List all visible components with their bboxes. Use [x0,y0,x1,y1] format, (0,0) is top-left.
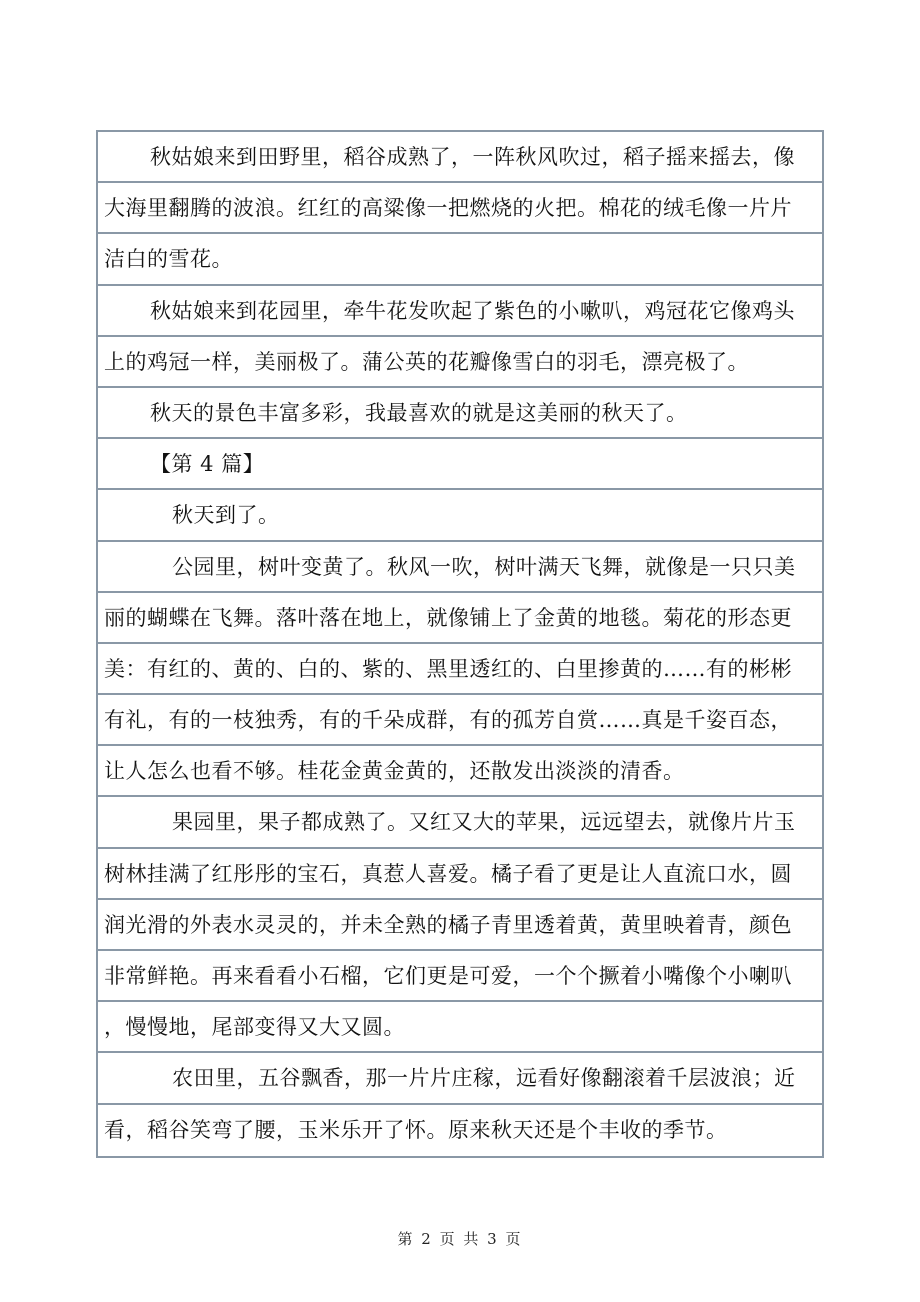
text-line: 有礼，有的一枝独秀，有的千朵成群，有的孤芳自赏……真是千姿百态， [98,695,822,746]
text-line: 上的鸡冠一样，美丽极了。蒲公英的花瓣像雪白的羽毛，漂亮极了。 [98,337,822,388]
text-line: 美：有红的、黄的、白的、紫的、黑里透红的、白里掺黄的……有的彬彬 [98,644,822,695]
text-line: 洁白的雪花。 [98,234,822,285]
text-line: 农田里，五谷飘香，那一片片庄稼，远看好像翻滚着千层波浪；近 [98,1053,822,1104]
text-line: 秋天到了。 [98,490,822,541]
text-line: 非常鲜艳。再来看看小石榴，它们更是可爱，一个个撅着小嘴像个小喇叭 [98,951,822,1002]
text-line: 让人怎么也看不够。桂花金黄金黄的，还散发出淡淡的清香。 [98,746,822,797]
text-line: 秋天的景色丰富多彩，我最喜欢的就是这美丽的秋天了。 [98,388,822,439]
text-line: 秋姑娘来到花园里，牵牛花发吹起了紫色的小嗽叭，鸡冠花它像鸡头 [98,286,822,337]
section-heading: 【第 4 篇】 [98,439,822,490]
text-line: 看，稻谷笑弯了腰，玉米乐开了怀。原来秋天还是个丰收的季节。 [104,1117,728,1142]
lined-text-box [96,130,824,1158]
text-line: 秋姑娘来到田野里，稻谷成熟了，一阵秋风吹过，稻子摇来摇去，像 [98,132,822,183]
text-line: ，慢慢地，尾部变得又大又圆。 [98,1002,822,1053]
text-line: 润光滑的外表水灵灵的，并未全熟的橘子青里透着黄，黄里映着青，颜色 [98,900,822,951]
text-line: 公园里，树叶变黄了。秋风一吹，树叶满天飞舞，就像是一只只美 [98,542,822,593]
text-line: 大海里翻腾的波浪。红红的高粱像一把燃烧的火把。棉花的绒毛像一片片 [98,183,822,234]
text-line: 丽的蝴蝶在飞舞。落叶落在地上，就像铺上了金黄的地毯。菊花的形态更 [98,593,822,644]
text-line: 果园里，果子都成熟了。又红又大的苹果，远远望去，就像片片玉 [98,797,822,848]
text-line: 树林挂满了红彤彤的宝石，真惹人喜爱。橘子看了更是让人直流口水，圆 [98,849,822,900]
page-footer: 第 2 页 共 3 页 [397,1230,523,1248]
